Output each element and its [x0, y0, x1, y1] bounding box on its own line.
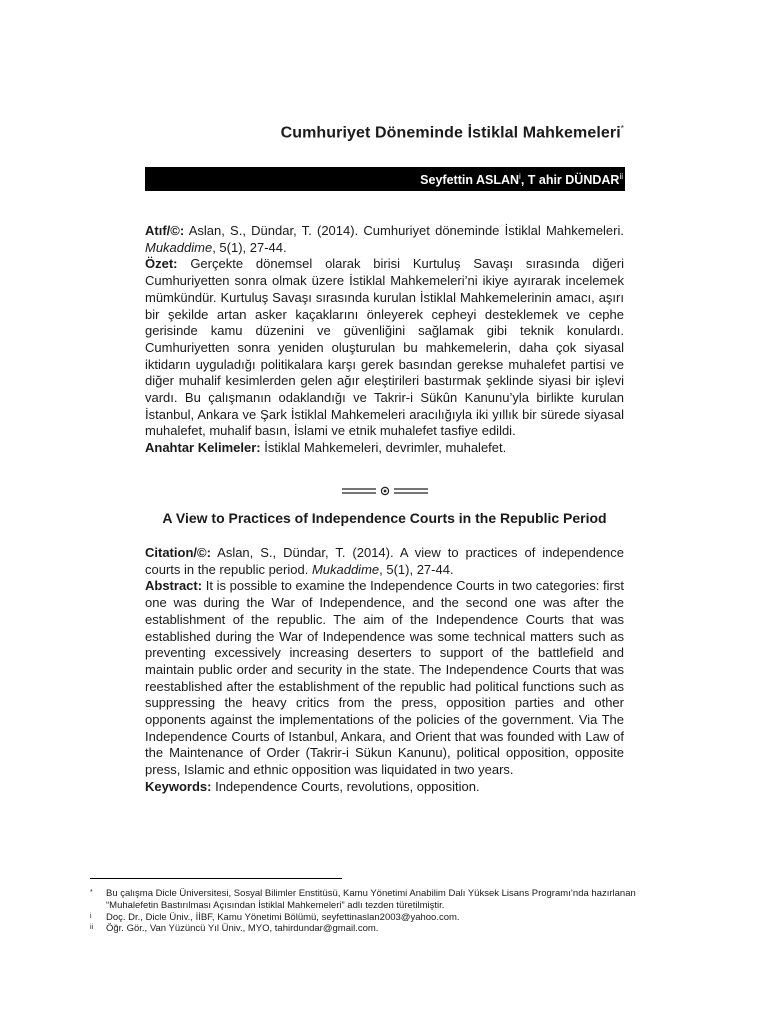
footnote-mark: ii [90, 924, 94, 932]
turkish-citation-text: Aslan, S., Dündar, T. (2014). Cumhuriyet döneminde İstiklal Mahkemeleri. [184, 223, 624, 238]
article-title [0, 124, 624, 142]
english-citation [145, 545, 624, 578]
footnote-item [90, 888, 650, 912]
footnote-text: Öğr. Gör., Van Yüzüncü Yıl Üniv., MYO, tahirdundar@gmail.com. [106, 923, 379, 935]
footnote-text: Doç. Dr., Dicle Üniv., İİBF, Kamu Yönetimi Bölümü, seyfettinaslan2003@yahoo.com. [106, 911, 460, 923]
turkish-abstract-block [145, 223, 624, 457]
authors-line [145, 172, 623, 187]
turkish-abstract-label: Özet: [145, 256, 178, 272]
article-title-text: Cumhuriyet Döneminde İstiklal Mahkemeleri [280, 124, 621, 142]
english-abstract-block [145, 545, 624, 796]
footnote-rule [90, 878, 342, 879]
turkish-keywords [145, 440, 624, 457]
author-2: , T ahir DÜNDAR [520, 173, 620, 188]
english-keywords-label: Keywords: [145, 778, 212, 794]
english-citation-text: Aslan, S., Dündar, T. (2014). A view to practices of independence courts in the republic period. [145, 545, 624, 577]
english-citation-tail: , 5(1), 27-44. [379, 561, 454, 577]
footnote-item [90, 923, 650, 935]
turkish-citation [145, 223, 624, 256]
english-title: A View to Practices of Independence Courts in the Republic Period [162, 510, 607, 526]
english-citation-journal: Mukaddime [311, 561, 380, 577]
turkish-keywords-text: İstiklal Mahkemeleri, devrimler, muhalefet. [260, 440, 507, 456]
section-divider-ornament [342, 486, 428, 496]
english-abstract-text: It is possible to examine the Independence Courts in two categories: first one was during the War of Independence, and the second one was after the establishment of the republic. The aim of the Independence Courts that was established during the War of Independence was some technical matters such as preventing excessively increasing deserters to support of the battlefield and maintain public order and security in the state. The Independence Courts that was reestablished after the establishment of the republic had political functions such as suppressing the heavy critics from the press, opposition parties and other opponents against the implementations of the policies of the government. Via The Independence Courts of Istanbul, Ankara, and Orient that was founded with Law of the Maintenance of Order (Takrir-i Sükun Kanunu), political opposition, opposite press, Islamic and ethnic opposition was liquidated in two years. [145, 578, 624, 778]
footnote-mark: * [90, 889, 93, 896]
turkish-abstract-text: Gerçekte dönemsel olarak birisi Kurtuluş Savaşı sırasında diğeri Cumhuriyetten sonra olmak üzere İstiklal Mahkemeleri’ni ikiye ayırarak incelemek mümkündür. Kurtuluş Savaşı sırasında kurulan İstiklal Mahkemelerinin amacı, aşırı bir şekilde artan asker kaçaklarını önleyerek cepheyi desteklemek ve cephe gerisinde kamu düzenini ve güvenliğini sağlamak gibi teknik konulardı. Cumhuriyetten sonra yeniden oluşturulan bu mahkemelerin, daha çok siyasal iktidarın uyguladığı politikalara karşı gerek basından gerekse muhalefet partisi ve diğer muhalif kesimlerden gelen ağır eleştirileri bastırmak şeklinde siyasi bir işlevi vardı. Bu çalışmanın odaklandığı ve Takrir-i Sükûn Kanunu’yla birlikte kurulan İstanbul, Ankara ve Şark İstiklal Mahkemeleri aracılığıyla iki yıllık bir sürede siyasal muhalefet, muhalif basın, İslami ve etnik muhalefet tasfiye edildi. [145, 256, 624, 439]
english-abstract-label: Abstract: [145, 578, 203, 594]
english-abstract [145, 578, 624, 778]
footnote-item [90, 912, 650, 924]
english-citation-label: Citation/©: [145, 545, 211, 560]
turkish-citation-journal: Mukaddime [145, 239, 213, 255]
turkish-citation-label: Atıf/©: [145, 223, 185, 238]
english-keywords-text: Independence Courts, revolutions, opposition. [211, 778, 480, 794]
footnote-text: Bu çalışma Dicle Üniversitesi, Sosyal Bilimler Enstitüsü, Kamu Yönetimi Anabilim Dalı Yüksek Lisans Programı’nda hazırlanan “Muhalefetin Bastırılması Açısından İstiklal Mahkemeleri” adlı tezden türetilmiştir. [106, 888, 636, 911]
author-1: Seyfettin ASLAN [420, 173, 520, 188]
turkish-citation-tail: , 5(1), 27-44. [212, 239, 287, 255]
turkish-abstract [145, 256, 624, 440]
turkish-keywords-label: Anahtar Kelimeler: [145, 440, 261, 456]
english-keywords [145, 779, 624, 796]
title-footnote-mark[interactable]: * [620, 124, 624, 133]
author-1-footnote-mark[interactable]: i [519, 172, 521, 181]
footnotes [90, 888, 650, 935]
author-2-footnote-mark[interactable]: ii [619, 172, 623, 181]
footnote-mark: i [90, 912, 92, 920]
